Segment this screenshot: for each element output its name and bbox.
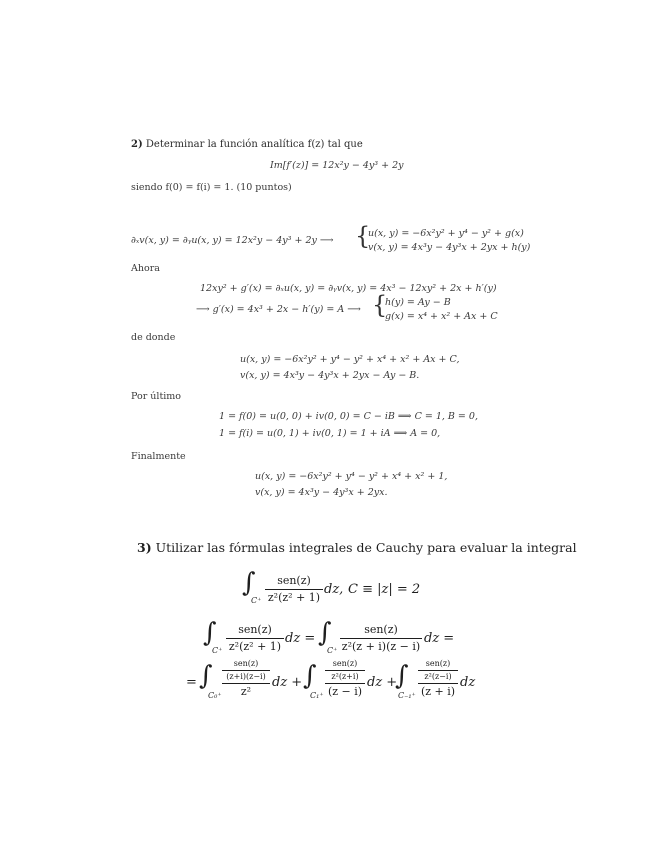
dz-eq-2: dz = (424, 631, 455, 646)
eq1-case-1: u(x, y) = −6x²y² + y⁴ − y² + g(x) (368, 228, 524, 239)
problem-2-label: 2) (131, 139, 143, 150)
integral-sign-1: ∫ (242, 568, 256, 598)
condition-2: 1 = f(i) = u(0, 1) + iv(0, 1) = 1 + iA ⟹ A = 0, (219, 428, 441, 439)
final-v: v(x, y) = 4x³y − 4y³x + 2yx. (255, 487, 388, 498)
finalmente-label: Finalmente (131, 451, 186, 462)
eq2-brace: { (372, 291, 388, 319)
outer-denominator: (z + i) (420, 685, 456, 698)
integral-sign-2: ∫ (203, 618, 217, 648)
numerator: sen(z) (238, 623, 272, 636)
denominator: z²(z + i)(z − i) (341, 640, 421, 653)
inner-denominator: (z+i)(z−i) (226, 672, 266, 681)
denominator: z²(z² + 1) (267, 591, 321, 604)
contour-definition: C ≡ |z| = 2 (348, 582, 421, 597)
integral-sub-3: C⁺ (327, 646, 338, 655)
dz-plus-2: dz + (367, 675, 398, 690)
integral-sign-4: ∫ (199, 661, 213, 691)
dz-eq-1 (285, 632, 315, 645)
integrand-fraction-6 (418, 659, 458, 699)
de-donde-label: de donde (131, 332, 176, 343)
integral-sign-3: ∫ (318, 618, 332, 648)
dz-1: dz, (324, 582, 344, 597)
problem-3-heading (137, 542, 577, 555)
numerator: sen(z) (364, 623, 398, 636)
result-v: v(x, y) = 4x³y − 4y³x + 2yx − Ay − B. (240, 370, 420, 381)
integrand-fraction-3 (340, 623, 422, 654)
inner-numerator: sen(z) (332, 659, 358, 668)
problem-3-statement: Utilizar las fórmulas integrales de Cauchy para evaluar la integral (155, 540, 577, 555)
inner-numerator: sen(z) (233, 659, 259, 668)
integral-sub-cm1: C₋₁⁺ (398, 691, 416, 700)
eq1-brace: { (355, 222, 371, 250)
integrand-fraction-1 (265, 574, 323, 605)
numerator: sen(z) (277, 574, 311, 587)
outer-denominator: z² (240, 685, 252, 698)
ahora-label: Ahora (131, 263, 160, 274)
eq2-line-1: 12xy² + g′(x) = ∂ₓu(x, y) = ∂ᵧv(x, y) = 4x³ − 12xy² + 2x + h′(y) (200, 283, 497, 294)
integral-sign-6: ∫ (395, 661, 409, 691)
problem-2-given: siendo f(0) = f(i) = 1. (10 puntos) (131, 182, 292, 193)
eq2-line-2-left: ⟶ g′(x) = 4x³ + 2x − h′(y) = A ⟶ (196, 304, 361, 315)
integral-sub-1: C⁺ (251, 596, 262, 605)
eq2-case-1: h(y) = Ay − B (385, 297, 451, 308)
eq1-left: ∂ₓv(x, y) = ∂ᵧu(x, y) = 12x²y − 4y³ + 2y ⟶ (131, 235, 334, 246)
equals-sign: = (304, 631, 316, 646)
integrand-fraction-2 (226, 623, 284, 654)
denominator: z²(z² + 1) (228, 640, 282, 653)
inner-numerator: sen(z) (425, 659, 451, 668)
integral-sub-2: C⁺ (212, 646, 223, 655)
problem-2-statement: Determinar la función analítica f(z) tal que (145, 139, 363, 150)
integral-sign-5: ∫ (303, 661, 317, 691)
result-u: u(x, y) = −6x²y² + y⁴ − y² + x⁴ + x² + Ax + C, (240, 354, 460, 365)
condition-1: 1 = f(0) = u(0, 0) + iv(0, 0) = C − iB ⟹ C = 1, B = 0, (219, 411, 478, 422)
dz-plus-1: dz + (272, 675, 303, 690)
integrand-fraction-5 (325, 659, 365, 699)
inner-fraction-6 (418, 659, 458, 682)
final-u: u(x, y) = −6x²y² + y⁴ − y² + x⁴ + x² + 1, (255, 471, 448, 482)
problem-3-label: 3) (137, 540, 152, 555)
eq2-case-2: g(x) = x⁴ + x² + Ax + C (385, 311, 498, 322)
integral-sub-c0: C₀⁺ (208, 691, 222, 700)
dz-text: dz (285, 631, 301, 646)
eq-start: = (186, 675, 197, 690)
problem-2-heading (131, 140, 363, 150)
dz-end: dz (460, 675, 476, 690)
eq1-case-2: v(x, y) = 4x³y − 4y³x + 2yx + h(y) (368, 242, 531, 253)
por-ultimo-label: Por último (131, 391, 182, 402)
integral-sub-c1: C₁⁺ (310, 691, 324, 700)
inner-denominator: z²(z+i) (331, 672, 359, 681)
problem-2-condition: Im[f′(z)] = 12x²y − 4y³ + 2y (270, 160, 404, 171)
outer-denominator: (z − i) (327, 685, 363, 698)
integrand-fraction-4 (222, 659, 270, 699)
inner-denominator: z²(z−i) (424, 672, 452, 681)
inner-fraction-5 (325, 659, 365, 682)
inner-fraction-4 (222, 659, 270, 682)
